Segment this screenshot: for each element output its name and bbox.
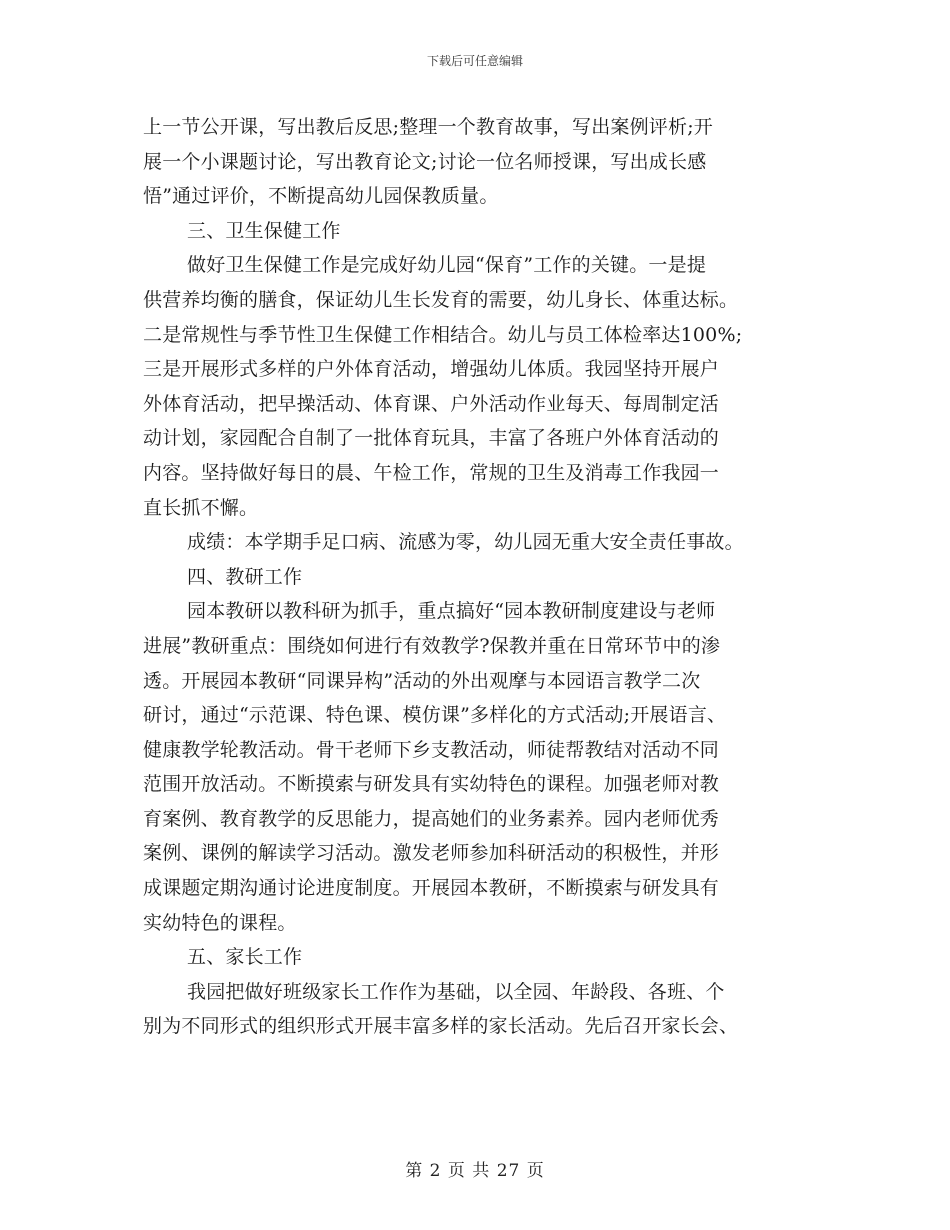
text-line: 三、卫生保健工作 [187, 219, 341, 242]
text-line: 我园把做好班级家长工作作为基础，以全园、年龄段、各班、个 [187, 980, 725, 1003]
text-line: 研讨，通过“示范课、特色课、模仿课”多样化的方式活动;开展语言、 [143, 704, 727, 727]
text-line: 透。开展园本教研“同课异构”活动的外出观摩与本园语言教学二次 [143, 669, 701, 692]
page-header: 下载后可任意编辑 [426, 54, 523, 68]
text-line: 健康教学轮教活动。骨干老师下乡支教活动，师徒帮教结对活动不同 [143, 738, 720, 761]
text-line: 上一节公开课，写出教后反思;整理一个教育故事，写出案例评析;开 [143, 116, 714, 138]
text-line: 供营养均衡的膳食，保证幼儿生长发育的需要，幼儿身长、体重达标。 [143, 288, 739, 311]
document-body [143, 110, 823, 1044]
text-line: 外体育活动，把早操活动、体育课、户外活动作业每天、每周制定活 [143, 392, 720, 415]
text-line: 范围开放活动。不断摸索与研发具有实幼特色的课程。加强老师对教 [143, 773, 720, 796]
text-line: 园本教研以教科研为抓手，重点搞好“园本教研制度建设与老师 [187, 600, 716, 623]
text-line: 育案例、教育教学的反思能力，提高她们的业务素养。园内老师优秀 [143, 807, 720, 830]
text-line: 悟”通过评价，不断提高幼儿园保教质量。 [143, 185, 499, 208]
text-line: 直长抓不懈。 [143, 496, 259, 519]
text-line: 成课题定期沟通讨论进度制度。开展园本教研，不断摸索与研发具有 [143, 877, 720, 900]
text-line: 二是常规性与季节性卫生保健工作相结合。幼儿与员工体检率达100%; [143, 323, 743, 346]
text-line: 四、教研工作 [187, 565, 303, 588]
text-line: 动计划，家园配合自制了一批体育玩具，丰富了各班户外体育活动的 [143, 427, 720, 450]
text-line: 五、家长工作 [187, 946, 303, 969]
text-line: 内容。坚持做好每日的晨、午检工作，常规的卫生及消毒工作我园一 [143, 461, 720, 484]
text-line: 做好卫生保健工作是完成好幼儿园“保育”工作的关键。一是提 [187, 254, 707, 277]
text-line: 成绩：本学期手足口病、流感为零，幼儿园无重大安全责任事故。 [187, 531, 744, 554]
text-line: 别为不同形式的组织形式开展丰富多样的家长活动。先后召开家长会、 [143, 1015, 739, 1038]
page-footer: 第 2 页 共 27 页 [405, 1161, 545, 1181]
text-line: 三是开展形式多样的户外体育活动，增强幼儿体质。我园坚持开展户 [143, 358, 720, 381]
text-line: 实幼特色的课程。 [143, 911, 297, 934]
text-line: 展一个小课题讨论，写出教育论文;讨论一位名师授课，写出成长感 [143, 150, 707, 173]
text-line: 案例、课例的解读学习活动。激发老师参加科研活动的积极性，并形 [143, 842, 720, 865]
text-line: 进展”教研重点：围绕如何进行有效教学?保教并重在日常环节中的渗 [143, 634, 721, 657]
